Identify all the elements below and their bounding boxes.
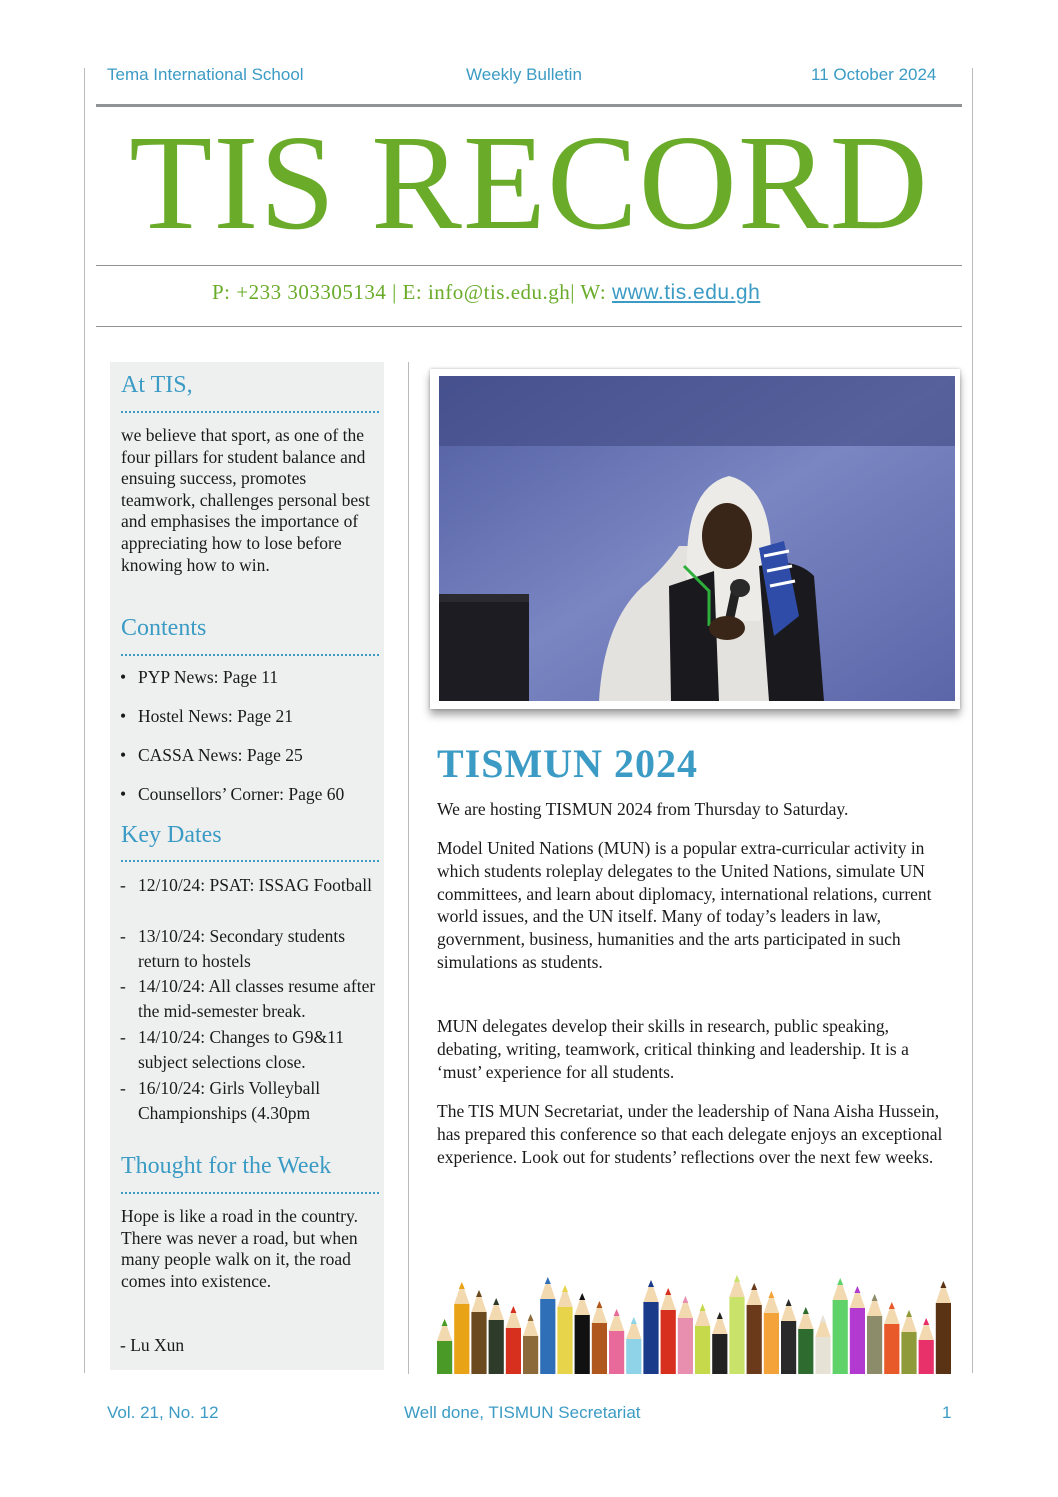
pencil-shape [867, 1294, 882, 1374]
thought-author: - Lu Xun [120, 1335, 185, 1355]
masthead-title: TIS RECORD [129, 108, 929, 258]
contact-rule-bottom [96, 326, 962, 327]
article-paragraph: We are hosting TISMUN 2024 from Thursday to Saturday. [437, 799, 849, 819]
featured-photo [439, 376, 955, 701]
key-date-item: - 14/10/24: All classes resume after the mid-semester break. [120, 976, 376, 1021]
pencil-shape [798, 1307, 813, 1374]
intro-heading: At TIS, [121, 372, 193, 398]
colored-pencils-illustration [436, 1244, 952, 1374]
pencil-shape [575, 1293, 590, 1374]
pencil-shape [919, 1318, 934, 1374]
contents-item[interactable]: • Counsellors’ Corner: Page 60 [120, 784, 344, 805]
pencil-shape [936, 1281, 951, 1374]
pencil-shape [437, 1319, 452, 1374]
pencil-shape [712, 1312, 727, 1374]
article-paragraph: MUN delegates develop their skills in research, public speaking, debating, writing, teamwork, critical thinking and leadership. It is a ‘must’ experience for all students. [437, 1016, 909, 1082]
masthead-rule-bottom [96, 265, 962, 266]
pencil-shape [815, 1315, 830, 1374]
contents-heading: Contents [121, 615, 207, 641]
pencil-shape [489, 1298, 504, 1374]
pencil-shape [695, 1304, 710, 1374]
article-paragraph: Model United Nations (MUN) is a popular extra-curricular activity in which students roleplay delegates to the United Nations, simulate UN committees, and learn about diplomacy, international relations, current world issues, and the UN itself. Many of today’s leaders in law, government, business, humanities and the arts participated in such simulations as students. [437, 838, 932, 972]
column-divider [408, 362, 409, 1374]
divider-dots [121, 1192, 379, 1194]
intro-text: we believe that sport, as one of the four pillars for student balance and ensuing success, promotes teamwork, challenges personal best and emphasises the importance of appreciating how to lose before knowing how to win. [121, 425, 370, 575]
pencil-shape [661, 1288, 676, 1374]
pencil-shape [884, 1302, 899, 1374]
pencil-shape [471, 1290, 486, 1374]
key-dates-heading: Key Dates [121, 822, 222, 848]
contact-details: P: +233 303305134 | E: info@tis.edu.gh| W: [212, 280, 613, 304]
contents-item[interactable]: • PYP News: Page 11 [120, 667, 278, 688]
pencil-shape [678, 1296, 693, 1374]
pencil-shape [506, 1306, 521, 1374]
divider-dots [121, 860, 379, 862]
pencil-shape [626, 1317, 641, 1374]
pencil-shape [833, 1278, 848, 1374]
pencil-shape [729, 1275, 744, 1374]
bulletin-label: Weekly Bulletin [466, 65, 582, 84]
article-title: TISMUN 2024 [437, 741, 699, 786]
article-paragraph: The TIS MUN Secretariat, under the leadership of Nana Aisha Hussein, has prepared this conference so that each delegate enjoys an exceptional experience. Look out for students’ reflections over the next few weeks. [437, 1101, 943, 1167]
pencil-shape [523, 1314, 538, 1374]
left-frame-line [84, 68, 85, 1373]
pencil-shape [764, 1291, 779, 1374]
pencil-shape [781, 1299, 796, 1374]
pencil-shape [643, 1280, 658, 1374]
divider-dots [121, 411, 379, 413]
pencil-shape [557, 1285, 572, 1374]
pencil-shape [609, 1309, 624, 1374]
pencil-shape [592, 1301, 607, 1374]
pencil-shape [454, 1282, 469, 1374]
pencil-shape [850, 1286, 865, 1374]
volume-number: Vol. 21, No. 12 [107, 1403, 219, 1422]
key-date-item: - 16/10/24: Girls Volleyball Championships (4.30pm [120, 1078, 321, 1123]
website-link[interactable]: www.tis.edu.gh [612, 281, 761, 304]
school-name: Tema International School [107, 65, 304, 84]
key-date-item: - 12/10/24: PSAT: ISSAG Football [120, 875, 372, 895]
thought-text: Hope is like a road in the country. There was never a road, but when many people walk on it, the road comes into existence. [121, 1206, 358, 1291]
featured-photo-frame [430, 369, 960, 709]
key-date-item: - 14/10/24: Changes to G9&11 subject selections close. [120, 1027, 344, 1072]
header-rule [96, 104, 962, 107]
pencil-shape [540, 1277, 555, 1374]
pencil-shape [901, 1310, 916, 1374]
page-number: 1 [942, 1403, 952, 1422]
right-frame-line [972, 68, 973, 1373]
sidebar [110, 362, 384, 1370]
thought-heading: Thought for the Week [121, 1153, 332, 1179]
key-date-item: - 13/10/24: Secondary students return to hostels [120, 926, 346, 971]
contents-item[interactable]: • Hostel News: Page 21 [120, 706, 293, 727]
footer-caption: Well done, TISMUN Secretariat [404, 1403, 641, 1422]
pencil-shape [747, 1283, 762, 1374]
contact-line [212, 280, 760, 305]
divider-dots [121, 654, 379, 656]
issue-date: 11 October 2024 [811, 65, 937, 84]
contents-item[interactable]: • CASSA News: Page 25 [120, 745, 303, 766]
